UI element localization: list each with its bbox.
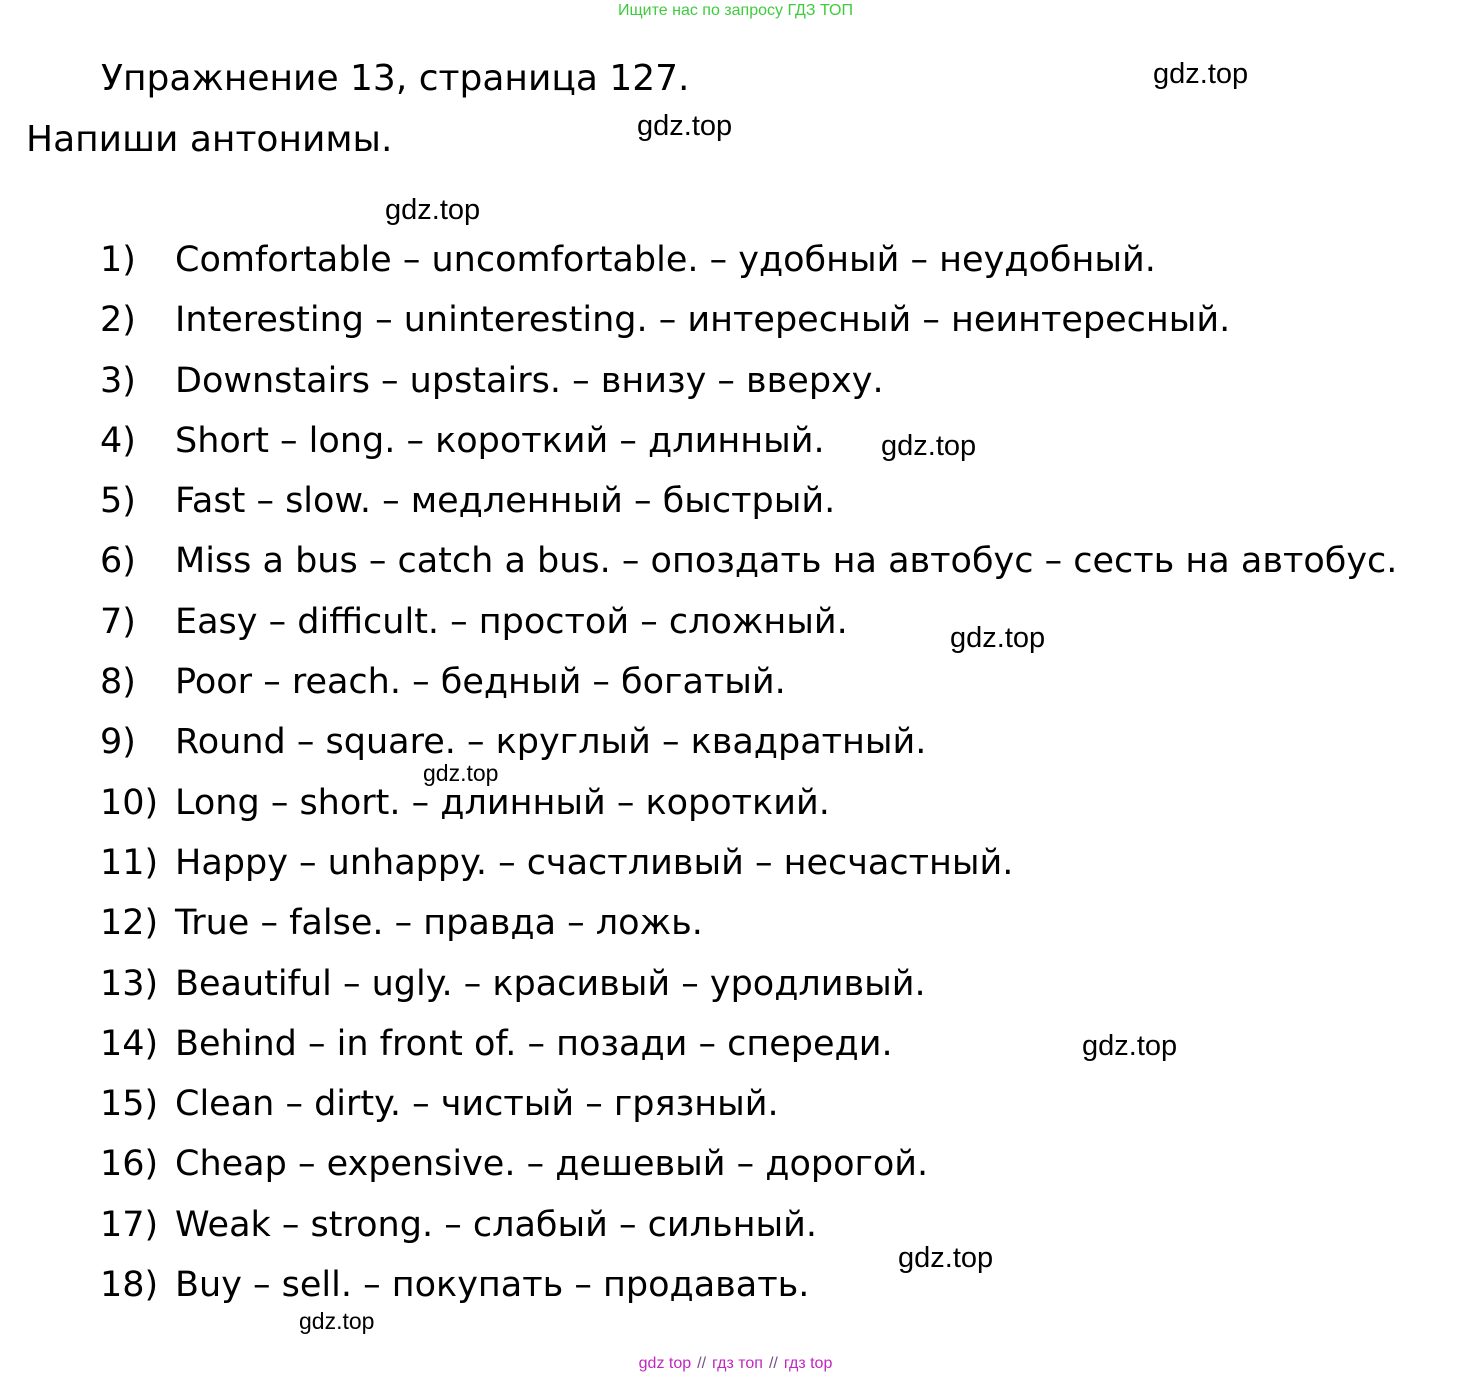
list-item bbox=[100, 893, 1397, 953]
item-text: Weak – strong. – слабый – сильный. bbox=[175, 1204, 817, 1245]
item-text: Happy – unhappy. – счастливый – несчастный. bbox=[175, 842, 1014, 883]
item-number: 5) bbox=[100, 481, 136, 522]
list-item bbox=[100, 1014, 1397, 1074]
item-text: Beautiful – ugly. – красивый – уродливый. bbox=[175, 963, 926, 1004]
exercise-title: Упражнение 13, страница 127. bbox=[101, 58, 690, 99]
item-text: Miss a bus – catch a bus. – опоздать на автобус – сесть на автобус. bbox=[175, 541, 1398, 582]
item-text: Behind – in front of. – позади – спереди. bbox=[175, 1023, 893, 1064]
item-text: Fast – slow. – медленный – быстрый. bbox=[175, 481, 836, 522]
item-text: True – false. – правда – ложь. bbox=[175, 903, 703, 944]
list-item bbox=[100, 954, 1397, 1014]
list-item bbox=[100, 1195, 1397, 1255]
watermark: gdz.top bbox=[1082, 1030, 1178, 1062]
list-item bbox=[100, 652, 1397, 712]
footer-link-gdz-top[interactable]: gdz top bbox=[638, 1355, 692, 1372]
item-number: 14) bbox=[100, 1023, 159, 1064]
list-item bbox=[100, 1255, 1397, 1315]
item-text: Interesting – uninteresting. – интересный – неинтересный. bbox=[175, 300, 1231, 341]
list-item bbox=[100, 230, 1397, 290]
footer-link-gdz-top-ru[interactable]: гдз топ bbox=[712, 1355, 763, 1372]
list-item bbox=[100, 411, 1397, 471]
antonym-list bbox=[100, 230, 1397, 1315]
footer-separator: // bbox=[697, 1355, 707, 1372]
exercise-instruction: Напиши антонимы. bbox=[26, 119, 393, 160]
watermark: gdz.top bbox=[423, 760, 499, 786]
item-number: 15) bbox=[100, 1084, 159, 1125]
list-item bbox=[100, 1074, 1397, 1134]
list-item bbox=[100, 531, 1397, 591]
item-number: 7) bbox=[100, 601, 136, 642]
item-number: 2) bbox=[100, 300, 136, 341]
watermark: gdz.top bbox=[299, 1308, 375, 1334]
item-number: 16) bbox=[100, 1144, 159, 1185]
item-text: Long – short. – длинный – короткий. bbox=[175, 782, 830, 823]
watermark: gdz.top bbox=[950, 622, 1046, 654]
item-number: 11) bbox=[100, 842, 159, 883]
item-text: Short – long. – короткий – длинный. bbox=[175, 420, 825, 461]
item-number: 1) bbox=[100, 240, 136, 280]
item-number: 12) bbox=[100, 903, 159, 944]
item-number: 13) bbox=[100, 963, 159, 1004]
item-number: 10) bbox=[100, 782, 159, 823]
item-text: Poor – reach. – бедный – богатый. bbox=[175, 662, 786, 703]
item-text: Round – square. – круглый – квадратный. bbox=[175, 722, 927, 763]
list-item bbox=[100, 773, 1397, 833]
watermark: gdz.top bbox=[1153, 58, 1249, 90]
search-banner[interactable]: Ищите нас по запросу ГДЗ ТОП bbox=[618, 2, 853, 19]
item-number: 4) bbox=[100, 420, 136, 461]
item-number: 17) bbox=[100, 1204, 159, 1245]
list-item bbox=[100, 833, 1397, 893]
list-item bbox=[100, 712, 1397, 772]
item-number: 6) bbox=[100, 541, 136, 582]
item-number: 3) bbox=[100, 360, 136, 401]
item-text: Cheap – expensive. – дешевый – дорогой. bbox=[175, 1144, 929, 1185]
watermark: gdz.top bbox=[637, 110, 733, 142]
item-number: 8) bbox=[100, 662, 136, 703]
list-item bbox=[100, 290, 1397, 350]
item-text: Downstairs – upstairs. – внизу – вверху. bbox=[175, 360, 884, 401]
list-item bbox=[100, 1134, 1397, 1194]
item-text: Comfortable – uncomfortable. – удобный – неудобный. bbox=[175, 240, 1156, 280]
list-item bbox=[100, 351, 1397, 411]
list-item bbox=[100, 471, 1397, 531]
footer-link-gdz-top-mixed[interactable]: гдз top bbox=[783, 1355, 833, 1372]
watermark: gdz.top bbox=[385, 194, 481, 226]
item-number: 9) bbox=[100, 722, 136, 763]
item-text: Easy – difficult. – простой – сложный. bbox=[175, 601, 848, 642]
footer-separator: // bbox=[768, 1355, 778, 1372]
footer-links bbox=[0, 1355, 1471, 1373]
list-item bbox=[100, 592, 1397, 652]
item-text: Buy – sell. – покупать – продавать. bbox=[175, 1265, 810, 1306]
item-number: 18) bbox=[100, 1265, 159, 1306]
watermark: gdz.top bbox=[898, 1242, 994, 1274]
watermark: gdz.top bbox=[881, 430, 977, 462]
item-text: Clean – dirty. – чистый – грязный. bbox=[175, 1084, 779, 1125]
